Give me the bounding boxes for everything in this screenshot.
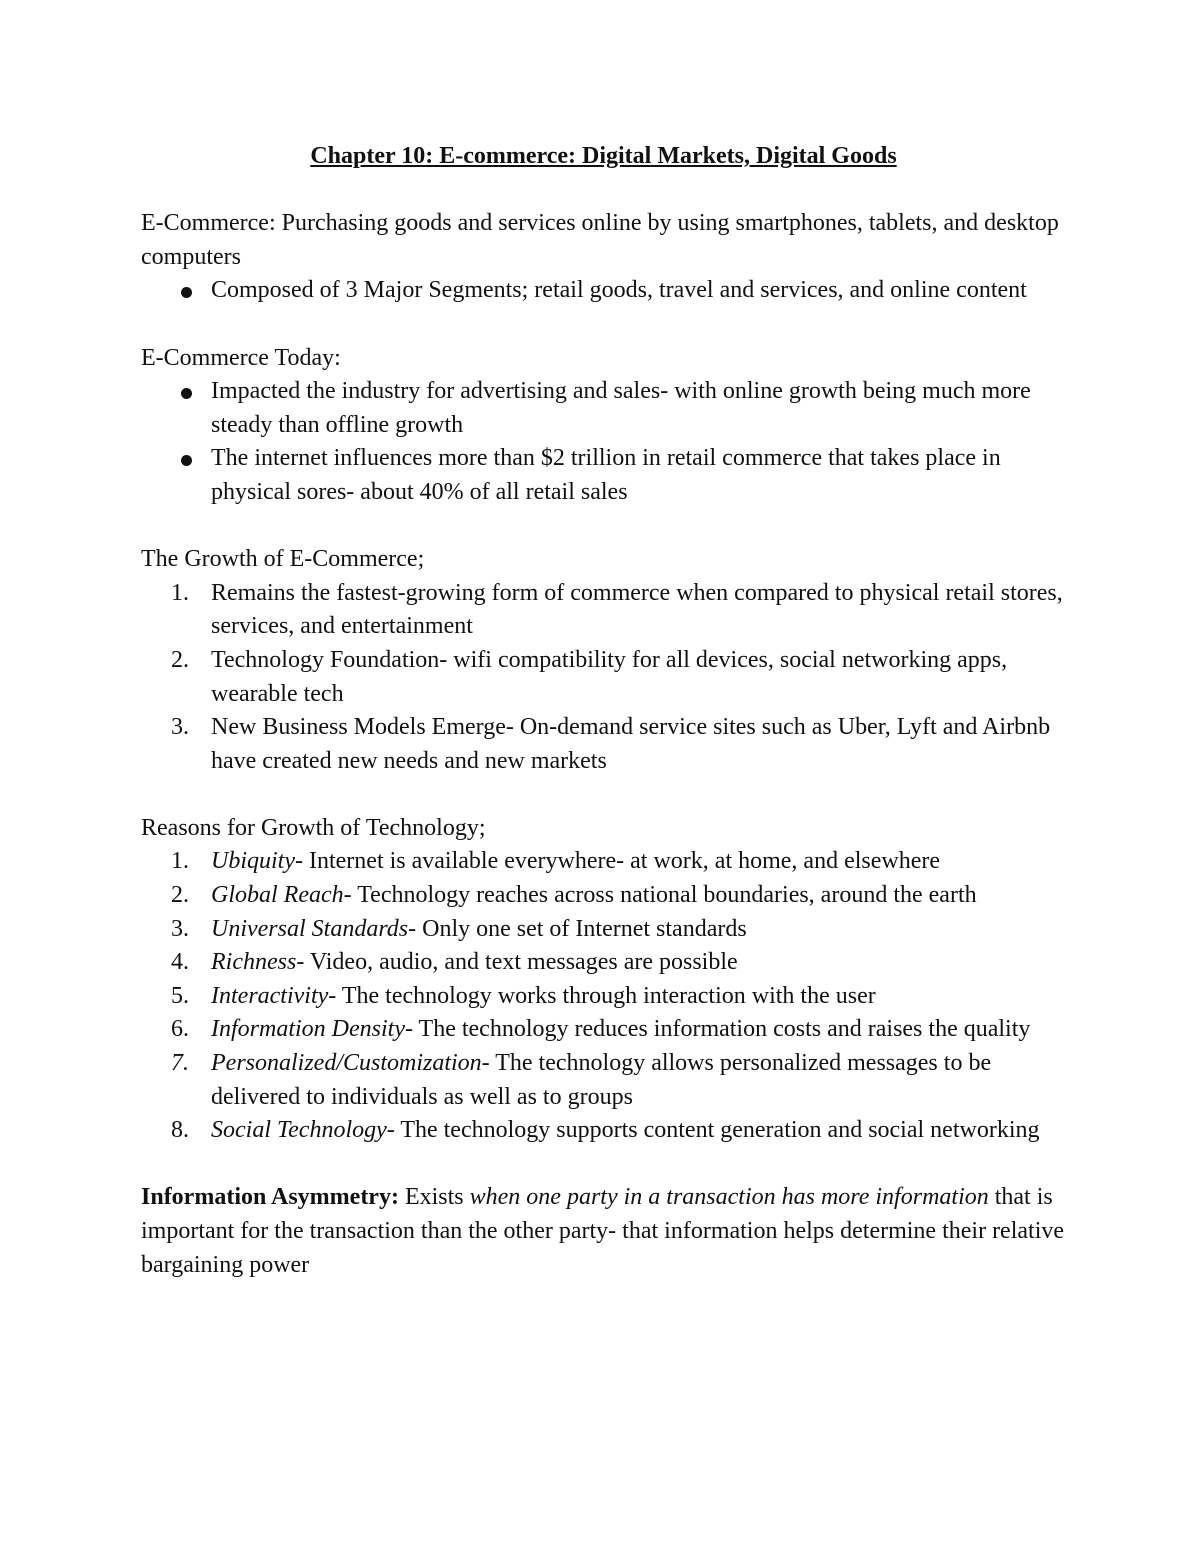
list-item xyxy=(141,711,1066,778)
bullet-text: The internet influences more than $2 trillion in retail commerce that takes place in physical sores- about 40% of all retail sales xyxy=(211,445,1001,505)
bullet-icon xyxy=(181,388,192,399)
list-item xyxy=(141,980,1066,1014)
list-item xyxy=(141,1013,1066,1047)
list-text: New Business Models Emerge- On-demand service sites such as Uber, Lyft and Airbnb have created new needs and new markets xyxy=(211,714,1051,774)
growth-section xyxy=(141,543,1066,778)
list-text: The technology supports content generation and social networking xyxy=(394,1117,1040,1144)
list-text: The technology allows personalized messages to be delivered to individuals as well as to groups xyxy=(211,1050,992,1110)
document-page xyxy=(141,140,1066,1282)
list-item xyxy=(141,1114,1066,1148)
list-number: 8. xyxy=(171,1117,189,1144)
asymmetry-label: Information Asymmetry: xyxy=(141,1184,399,1211)
list-text: Technology reaches across national boundaries, around the earth xyxy=(351,882,977,909)
list-number: 3. xyxy=(171,714,189,741)
list-item xyxy=(141,879,1066,913)
bullet-text: Impacted the industry for advertising and sales- with online growth being much more steady than offline growth xyxy=(211,378,1031,438)
today-section xyxy=(141,342,1066,510)
list-number: 2. xyxy=(171,882,189,909)
list-item xyxy=(141,1047,1066,1114)
list-number: 1. xyxy=(171,579,189,606)
asymmetry-text-b: that is important for the transaction than the other party- that information helps determine their relative bargaining power xyxy=(141,1184,1065,1278)
list-text: The technology reduces information costs and raises the quality xyxy=(412,1016,1031,1043)
asymmetry-text-a: Exists xyxy=(398,1184,470,1211)
list-item xyxy=(141,274,1066,308)
asymmetry-paragraph xyxy=(141,1181,1066,1282)
list-item xyxy=(141,577,1066,644)
today-heading: E-Commerce Today: xyxy=(141,344,341,371)
list-term: Interactivity xyxy=(211,982,329,1009)
today-bullets xyxy=(141,375,1066,509)
list-item xyxy=(141,375,1066,442)
reasons-heading: Reasons for Growth of Technology; xyxy=(141,814,486,841)
list-text: - The technology works through interaction with the user xyxy=(328,982,876,1009)
list-item xyxy=(141,442,1066,509)
list-number: 4. xyxy=(171,949,189,976)
list-number: 1. xyxy=(171,848,189,875)
list-text: Technology Foundation- wifi compatibility for all devices, social networking apps, wearable tech xyxy=(211,646,1008,707)
list-text: Only one set of Internet standards xyxy=(416,915,747,942)
list-number: 3. xyxy=(171,915,189,942)
list-text: Internet is available everywhere- at work, at home, and elsewhere xyxy=(302,848,941,875)
page-title: Chapter 10: E-commerce: Digital Markets, Digital Goods xyxy=(310,143,897,169)
bullet-icon xyxy=(181,287,192,298)
list-number: 6. xyxy=(171,1016,189,1043)
list-term: Richness xyxy=(211,949,297,976)
bullet-text: Composed of 3 Major Segments; retail goods, travel and services, and online content xyxy=(211,277,1027,304)
list-item xyxy=(141,644,1066,711)
bullet-icon xyxy=(181,455,192,466)
list-number: 2. xyxy=(171,646,189,673)
ecommerce-definition: E-Commerce: Purchasing goods and services online by using smartphones, tablets, and desktop computers xyxy=(141,210,1059,270)
list-term: Social Technology- xyxy=(211,1117,395,1144)
list-text: - Video, audio, and text messages are possible xyxy=(296,949,738,976)
list-item xyxy=(141,845,1066,879)
list-term: Information Density- xyxy=(211,1016,413,1043)
list-item xyxy=(141,913,1066,947)
list-term: Ubiquity- xyxy=(211,848,303,875)
list-number: 7. xyxy=(171,1050,189,1077)
reasons-section xyxy=(141,812,1066,1148)
asymmetry-italic: when one party in a transaction has more information xyxy=(469,1184,989,1211)
growth-list xyxy=(141,577,1066,779)
list-number: 5. xyxy=(171,982,189,1009)
list-text: Remains the fastest-growing form of commerce when compared to physical retail stores, services, and entertainment xyxy=(211,579,1063,640)
growth-heading: The Growth of E-Commerce; xyxy=(141,546,425,573)
ecommerce-section xyxy=(141,207,1066,308)
list-term: Personalized/Customization- xyxy=(211,1050,490,1077)
list-term: Universal Standards- xyxy=(211,915,417,942)
ecommerce-bullets xyxy=(141,274,1066,308)
reasons-list xyxy=(141,845,1066,1147)
list-item xyxy=(141,946,1066,980)
list-term: Global Reach- xyxy=(211,882,352,909)
